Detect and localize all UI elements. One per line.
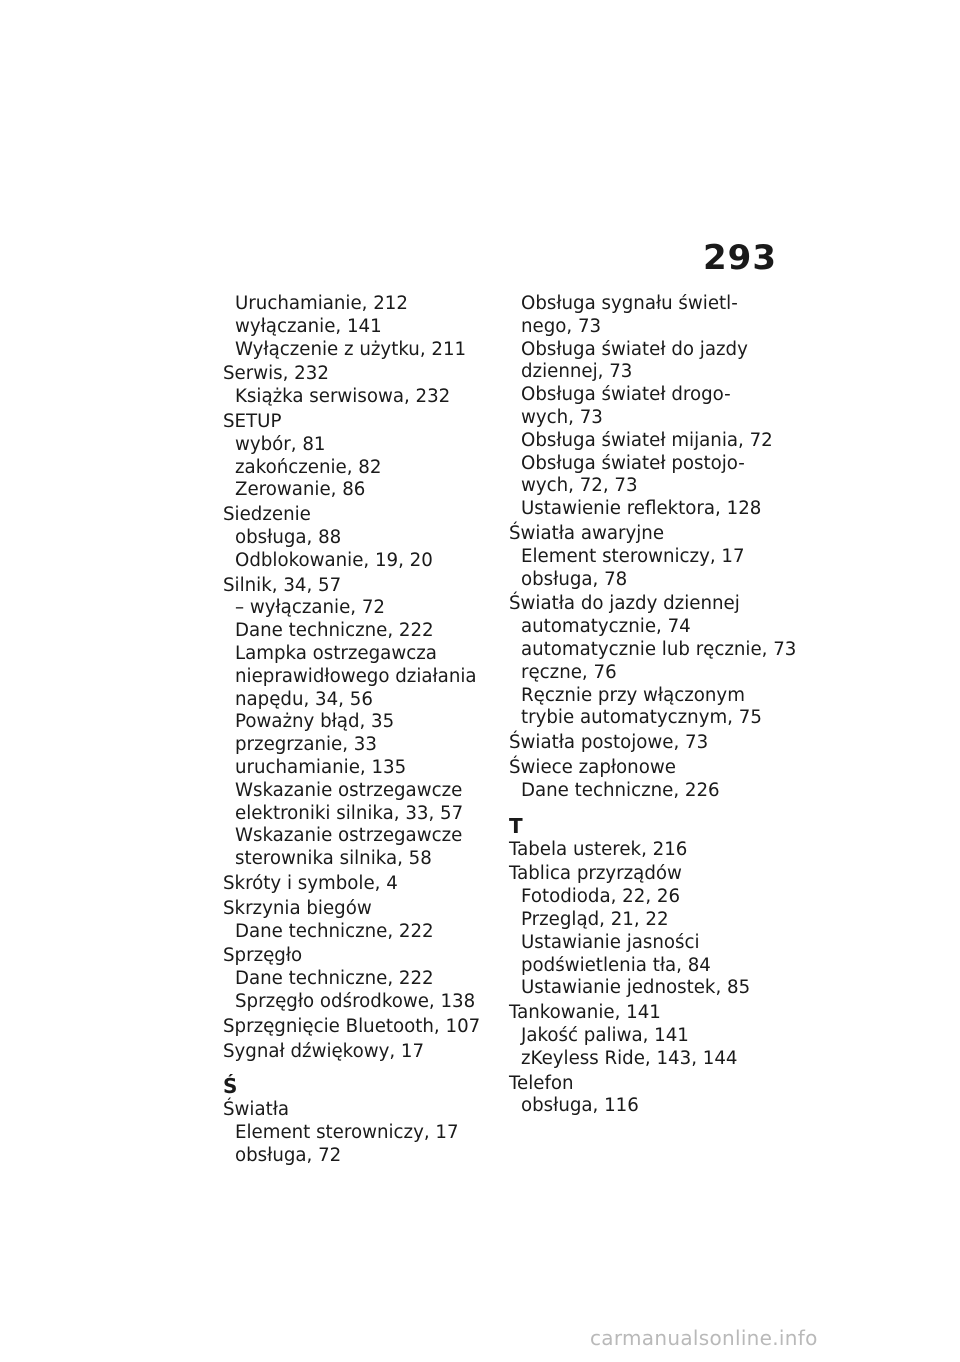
index-column-left [223, 292, 488, 1167]
index-subentry: elektroniki silnika, 33, 57 [235, 802, 464, 824]
index-entry: Światła [223, 1099, 290, 1121]
index-subentry: Lampka ostrzegawcza [235, 642, 437, 664]
index-entry: SETUP [223, 410, 282, 432]
index-subentry: Ustawianie jednostek, 85 [521, 977, 751, 999]
index-subentry: obsługa, 88 [235, 526, 342, 548]
index-entry: Telefon [509, 1072, 574, 1094]
index-letter-heading: T [509, 813, 523, 838]
index-subentry: dziennej, 73 [521, 361, 633, 383]
index-subentry: obsługa, 78 [521, 568, 628, 590]
index-subentry: nego, 73 [521, 315, 602, 337]
index-subentry: sterownika silnika, 58 [235, 848, 432, 870]
index-subentry: ręczne, 76 [521, 661, 617, 683]
index-subentry: obsługa, 72 [235, 1144, 342, 1166]
index-subentry: Poważny błąd, 35 [235, 711, 395, 733]
index-subentry: Ustawienie reflektora, 128 [521, 498, 762, 520]
index-subentry: wyłączanie, 141 [235, 315, 382, 337]
index-subentry: automatycznie lub ręcznie, 73 [521, 638, 797, 660]
index-subentry: Dane techniczne, 222 [235, 968, 434, 990]
index-subentry: wych, 73 [521, 406, 603, 428]
index-entry: Siedzenie [223, 504, 311, 526]
index-entry: Tablica przyrządów [509, 863, 682, 885]
index-subentry: Wskazanie ostrzegawcze [235, 779, 463, 801]
index-subentry: Wyłączenie z użytku, 211 [235, 338, 467, 360]
index-subentry: Obsługa świateł mijania, 72 [521, 429, 773, 451]
index-subentry: Obsługa świateł postojo- [521, 452, 745, 474]
index-subentry: obsługa, 116 [521, 1095, 639, 1117]
index-entry: Świece zapłonowe [509, 756, 676, 778]
index-subentry: podświetlenia tła, 84 [521, 954, 711, 976]
index-subentry: Dane techniczne, 222 [235, 920, 434, 942]
index-entry: Światła awaryjne [509, 522, 665, 544]
index-column-right [509, 292, 797, 1117]
index-subentry: napędu, 34, 56 [235, 688, 373, 710]
index-entry: Silnik, 34, 57 [223, 574, 342, 596]
index-subentry: Książka serwisowa, 232 [235, 386, 451, 408]
index-subentry: nieprawidłowego działania [235, 665, 477, 687]
index-subentry: Przegląd, 21, 22 [521, 908, 669, 930]
index-entry: Skróty i symbole, 4 [223, 872, 398, 894]
index-subentry: Dane techniczne, 222 [235, 620, 434, 642]
index-subentry: trybie automatycznym, 75 [521, 707, 762, 729]
index-subentry: zakończenie, 82 [235, 456, 382, 478]
index-letter-heading: Ś [223, 1074, 238, 1099]
page-number: 293 [703, 238, 777, 278]
index-subentry: Element sterowniczy, 17 [235, 1122, 459, 1144]
index-subentry: wybór, 81 [235, 433, 326, 455]
index-subentry: Obsługa sygnału świetl- [521, 293, 738, 314]
index-subentry: Jakość paliwa, 141 [521, 1024, 689, 1046]
index-subentry: Uruchamianie, 212 [235, 293, 408, 314]
index-subentry: przegrzanie, 33 [235, 734, 377, 756]
index-subentry: Obsługa świateł drogo- [521, 384, 731, 406]
index-subentry: Element sterowniczy, 17 [521, 545, 745, 567]
watermark: carmanualsonline.info [590, 1326, 818, 1350]
index-entry: Sprzęgło [223, 945, 303, 967]
index-subentry: Dane techniczne, 226 [521, 779, 720, 801]
index-entry: Tankowanie, 141 [509, 1002, 661, 1024]
index-subentry: Wskazanie ostrzegawcze [235, 825, 463, 847]
index-entry: Sprzęgnięcie Bluetooth, 107 [223, 1015, 481, 1037]
index-entry: Światła do jazdy dziennej [509, 593, 740, 615]
index-entry: Serwis, 232 [223, 363, 329, 385]
index-subentry: Odblokowanie, 19, 20 [235, 549, 433, 571]
index-subentry: wych, 72, 73 [521, 475, 638, 497]
index-subentry: Sprzęgło odśrodkowe, 138 [235, 990, 476, 1012]
index-entry: Światła postojowe, 73 [509, 732, 709, 754]
index-subentry: Zerowanie, 86 [235, 479, 366, 501]
index-subentry: automatycznie, 74 [521, 616, 691, 638]
index-subentry: – wyłączanie, 72 [235, 597, 385, 619]
index-subentry: Ustawianie jasności [521, 931, 700, 953]
index-subentry: zKeyless Ride, 143, 144 [521, 1047, 738, 1069]
index-entry: Tabela usterek, 216 [509, 838, 688, 860]
index-subentry: uruchamianie, 135 [235, 756, 407, 778]
index-subentry: Fotodioda, 22, 26 [521, 886, 681, 908]
index-entry: Skrzynia biegów [223, 897, 372, 919]
index-subentry: Ręcznie przy włączonym [521, 684, 745, 706]
index-subentry: Obsługa świateł do jazdy [521, 338, 748, 360]
index-entry: Sygnał dźwiękowy, 17 [223, 1040, 425, 1062]
